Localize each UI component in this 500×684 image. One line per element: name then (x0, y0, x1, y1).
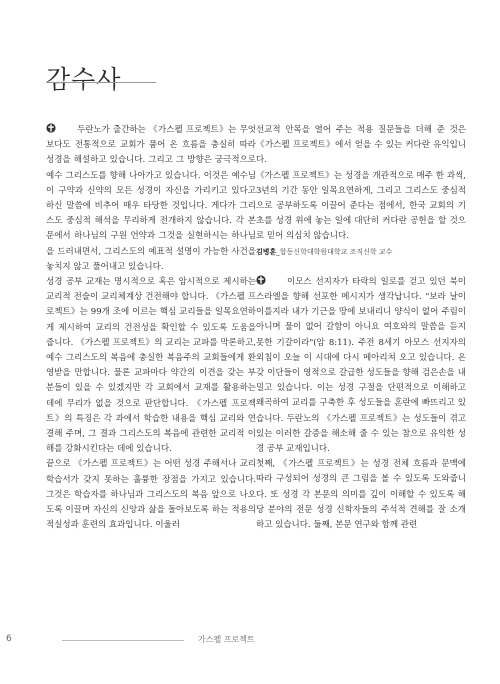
page-title: 감수사 (46, 65, 122, 94)
left-column (46, 123, 256, 533)
running-title: 가스펠 프로젝트 (198, 635, 255, 644)
right-column (256, 123, 466, 533)
title-underline (46, 82, 156, 83)
reviewer-affiliation: _합동신학대학원대학교 조직신학 교수 (276, 247, 393, 256)
right-paragraph-3 (256, 275, 466, 457)
left-paragraph-1-text: 두란노가 출간하는 《가스펠 프로젝트》는 무엇보다도 전통적으로 교회가 품어 온 흐름을 충실히 따라 성경을 해설하고 있습니다. 그리고 그 방향은 궁극적으로 예수 그리스도를 향해 나아가고 있습니다. 이것은 예수님이 구약과 신약의 모든 성경이 자신을 가리키고 있다고 하신 말씀에 비추어 매우 타당한 것입니다. 게다가 그리스도 중심적 해석을 무리하게 전개하지 않습니다. 각 본문에서 하나님의 구원 언약과 그것을 실현하시는 하나님을 드러내면서, 그리스도의 예표적 설명이 가능한 사건을 놓치지 않고 풀어내고 있습니다. (46, 125, 256, 272)
cross-icon (256, 275, 266, 285)
footer-rule (62, 640, 184, 641)
right-paragraph-3-text: 이모스 선지자가 타락의 일로를 걷고 있던 북이스라엘을 향해 선포한 메시지가 생각납니다. "보라 날이 이를지라 내가 기근을 땅에 보내리니 양식이 없어 주림이 아니며 물이 없어 갈함이 아니요 여호와의 말씀을 듣지 못한 기갈이라"(암 8:11). 주전 8세기 아모스 선지자의 외침이 오늘 이 시대에 다시 메아리쳐 오고 있습니다. 온갖 이단들이 영적으로 갈급한 성도들을 향해 검은손을 내밀고 있습니다. 이는 성경 구절을 단편적으로 이해하고 왜곡하여 교리를 구축한 후 성도들을 혼란에 빠뜨리고 있습니다. 두란노의 《가스펠 프로젝트》는 성도들이 겪고 있는 이러한 갈증을 해소해 줄 수 있는 참으로 유익한 성경 공부 교재입니다. (256, 276, 466, 455)
left-paragraph-1 (46, 123, 256, 275)
right-paragraph-2: 《가스펠 프로젝트》는 성경을 개관적으로 매주 한 과씩, 3년의 기간 동안 일목요연하게, 그리고 그리스도 중심적으로 공부하도록 이끌어 준다는 점에서, 한국 교회의 기초를 성경 위에 놓는 일에 대단히 커다란 공헌을 할 것으로 믿어 의심치 않습니다. (256, 170, 466, 242)
left-paragraph-3: 끝으로 《가스펠 프로젝트》는 어떤 성경 주해서나 교리 학습서가 갖지 못하는 훌륭한 장점을 가지고 있습니다. 그것은 학습자를 하나님과 그리스도의 복음 앞으로 나오도록 이끌며 자신의 신앙과 삶을 돌아보도록 하는 적용의 적실성과 훈련의 효과입니다. 이울러 (46, 459, 256, 531)
left-paragraph-2: 성경 공부 교재는 명시적으로 혹은 암시적으로 제시하는 교리적 전술이 교리체계상 건전해야 합니다. 《가스펠 프로젝트》는 99개 조에 이르는 핵심 교리들을 일목요연하게 제시하여 교리의 건전성을 확인할 수 있도록 도움을 줍니다. 《가스펠 프로젝트》의 교리는 교파를 막론하고, 예수 그리스도의 복음에 충실한 복음주의 교회들에게 환영받을 만합니다. 물론 교파마다 약간의 이견을 갖는 부분들이 있을 수 있겠지만 각 교회에서 교재를 활용하는 데에 무리가 없을 것으로 판단합니다. 《가스펠 프로젝트》의 특징은 각 과에서 학습한 내용을 핵심 교리와 연결해 주며, 그 결과 그리스도의 복음에 관련한 교리적 이해를 강화시킨다는 데에 있습니다. (46, 277, 256, 455)
section-gap (256, 260, 466, 275)
page-number: 6 (6, 634, 12, 644)
reviewer-name: 김병훈 (256, 247, 277, 256)
reviewer-signature (256, 245, 466, 260)
right-paragraph-4: 첫째, 《가스펠 프로젝트》는 성경 전체 흐름과 문맥에 따라 구성되어 성경의 큰 그림을 볼 수 있도록 도와줍니다. 또 성경 각 본문의 의미를 깊이 이해할 수 있도록 해당 분야의 전문 성경 신학자들의 주석적 견해를 잘 소개하고 있습니다. 둘째, 본문 연구와 함께 관련 (256, 459, 466, 531)
cross-icon (46, 123, 56, 133)
right-paragraph-1: 선교적 안목을 열어 주는 적용 질문들을 더해 준 것은 《가스펠 프로젝트》에서 얻을 수 있는 커다란 유익입니다. (256, 125, 466, 166)
